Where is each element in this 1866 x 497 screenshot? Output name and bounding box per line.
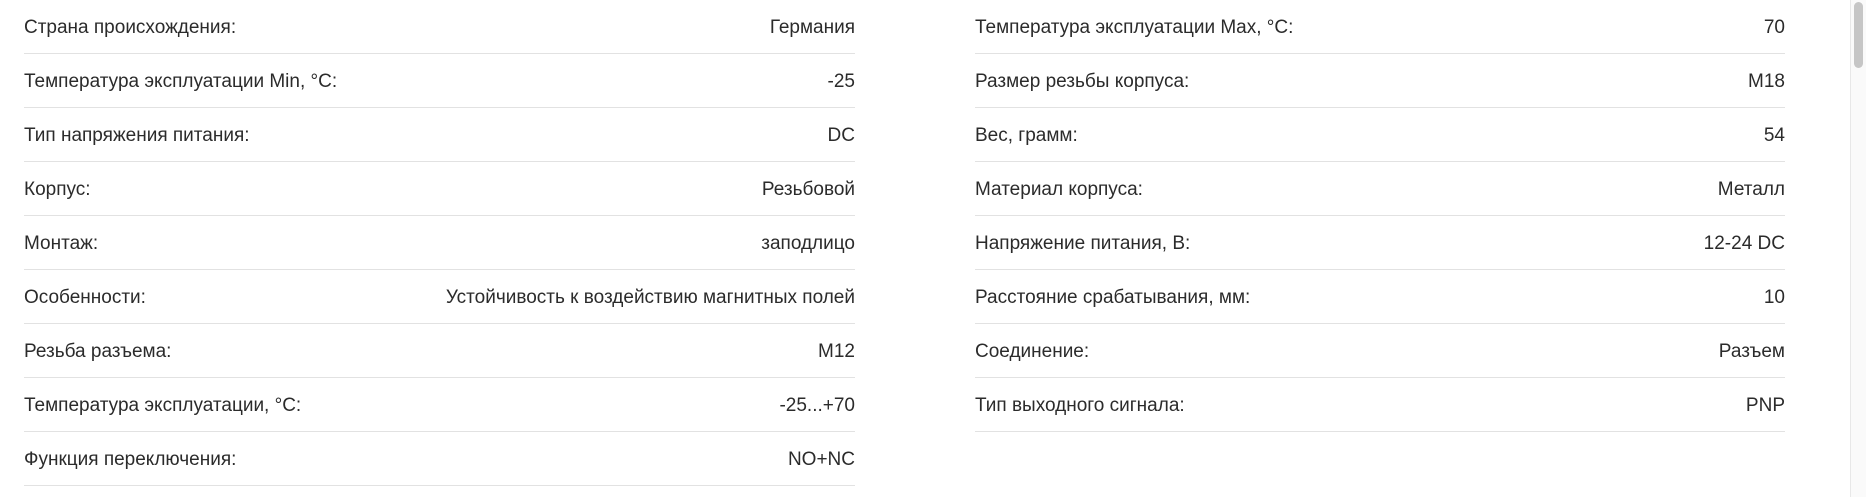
spec-value: Германия: [769, 17, 855, 38]
spec-value: -25...+70: [779, 395, 855, 416]
table-row: [24, 54, 855, 108]
specifications-column-left: [0, 0, 855, 486]
spec-label: Соединение:: [975, 341, 1090, 362]
table-row: [975, 270, 1785, 324]
spec-label: Вес, грамм:: [975, 125, 1078, 146]
spec-label: Особенности:: [24, 287, 146, 308]
spec-value: -25: [827, 71, 855, 92]
spec-label: Корпус:: [24, 179, 91, 200]
spec-value: Разъем: [1718, 341, 1785, 362]
spec-value: PNP: [1745, 395, 1785, 416]
spec-label: Монтаж:: [24, 233, 99, 254]
table-row: [975, 324, 1785, 378]
spec-value: 54: [1763, 125, 1785, 146]
spec-label: Температура эксплуатации Max, °C:: [975, 17, 1294, 38]
spec-label: Расстояние срабатывания, мм:: [975, 287, 1251, 308]
spec-value: DC: [827, 125, 855, 146]
spec-value: Устойчивость к воздействию магнитных полей: [445, 287, 855, 308]
spec-value: 10: [1763, 287, 1785, 308]
spec-value: M12: [818, 341, 855, 362]
scrollbar-thumb[interactable]: [1854, 2, 1863, 68]
spec-label: Температура эксплуатации, °C:: [24, 395, 302, 416]
spec-label: Функция переключения:: [24, 449, 237, 470]
spec-label: Материал корпуса:: [975, 179, 1143, 200]
table-row: [24, 270, 855, 324]
spec-label: Температура эксплуатации Min, °C:: [24, 71, 338, 92]
table-row: [24, 324, 855, 378]
spec-value: 12-24 DC: [1703, 233, 1785, 254]
table-row: [975, 0, 1785, 54]
spec-value: NO+NC: [787, 449, 855, 470]
column-gap: [855, 0, 975, 486]
table-row: [975, 108, 1785, 162]
table-row: [24, 162, 855, 216]
table-row: [24, 378, 855, 432]
spec-label: Напряжение питания, В:: [975, 233, 1191, 254]
spec-label: Тип выходного сигнала:: [975, 395, 1185, 416]
vertical-scrollbar[interactable]: [1850, 0, 1866, 497]
spec-label: Тип напряжения питания:: [24, 125, 250, 146]
spec-value: заподлицо: [761, 233, 855, 254]
table-row: [975, 162, 1785, 216]
table-row: [975, 54, 1785, 108]
spec-label: Страна происхождения:: [24, 17, 237, 38]
table-row: [975, 216, 1785, 270]
table-row: [24, 108, 855, 162]
spec-value: Резьбовой: [761, 179, 855, 200]
spec-label: Размер резьбы корпуса:: [975, 71, 1190, 92]
spec-value: 70: [1763, 17, 1785, 38]
table-row: [24, 216, 855, 270]
table-row: [24, 432, 855, 486]
specifications-column-right: [975, 0, 1830, 486]
spec-value: Металл: [1717, 179, 1785, 200]
spec-label: Резьба разъема:: [24, 341, 172, 362]
table-row: [975, 378, 1785, 432]
table-row: [24, 0, 855, 54]
spec-value: M18: [1748, 71, 1785, 92]
